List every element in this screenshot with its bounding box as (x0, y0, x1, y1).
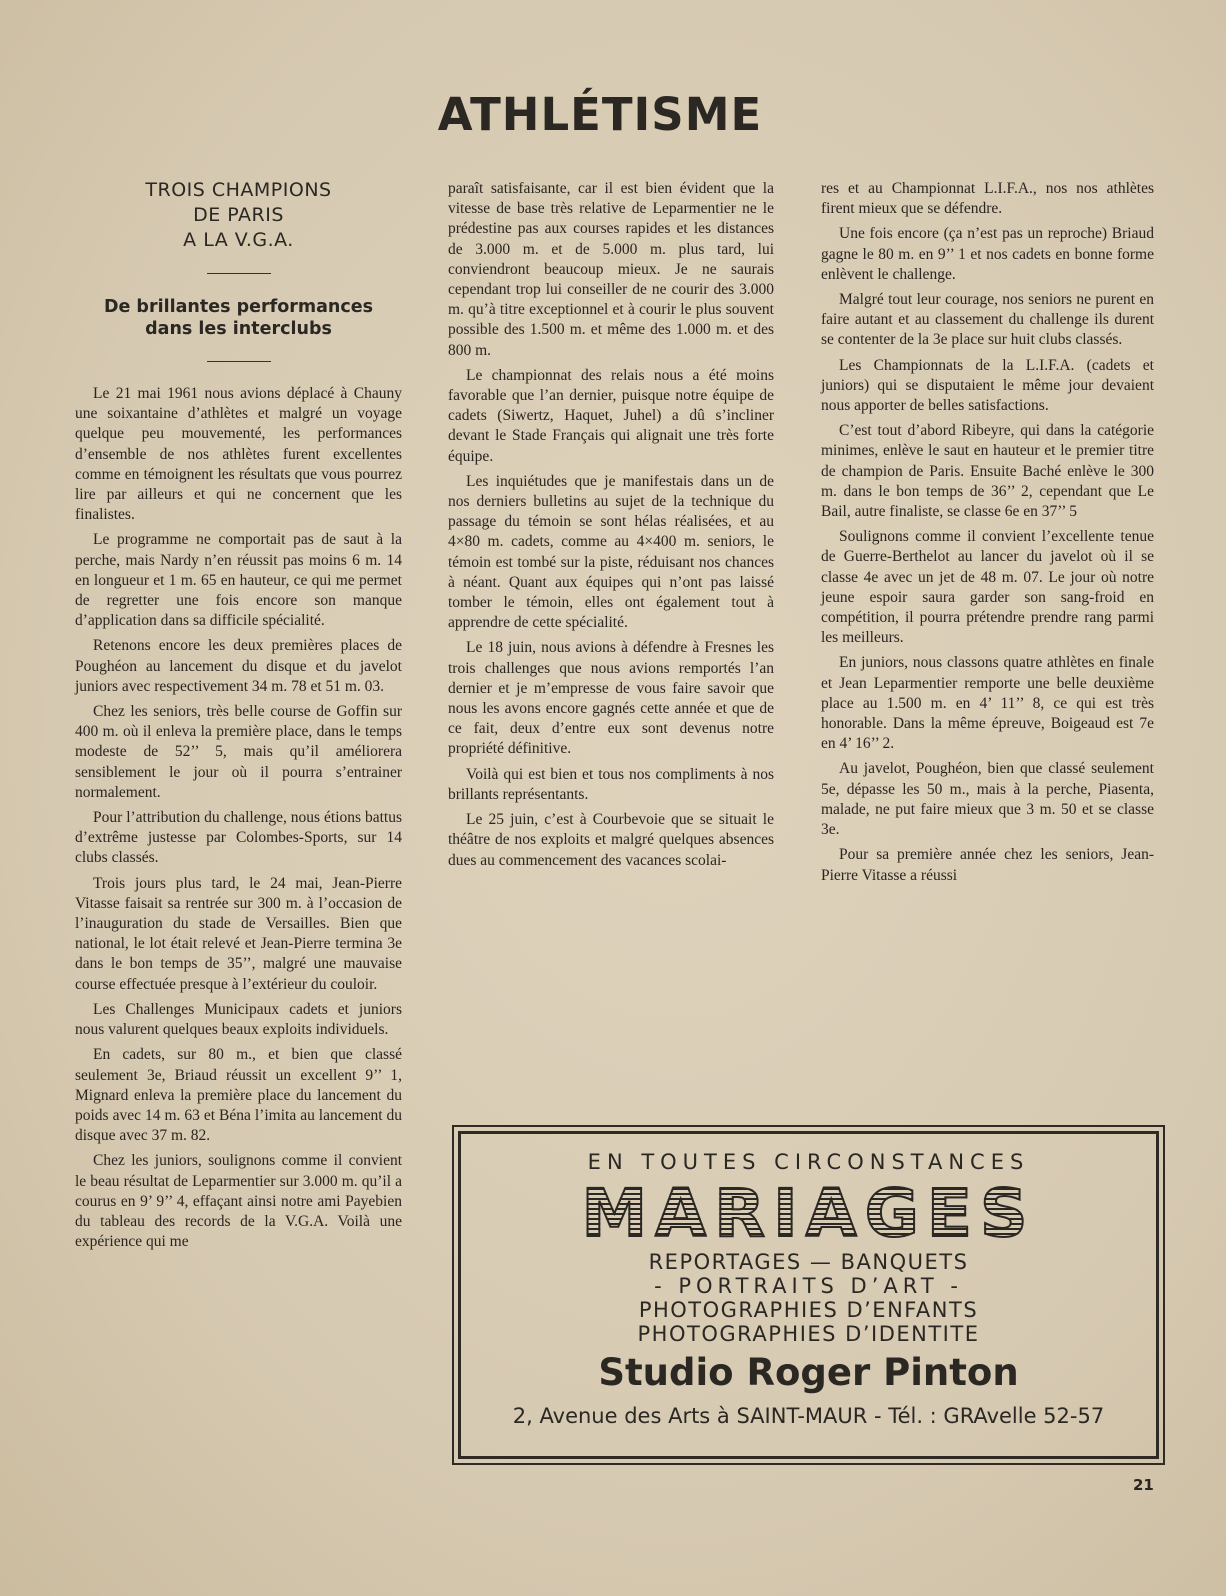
paragraph: Pour sa première année chez les seniors, Jean-Pierre Vitasse a réussi (821, 846, 1154, 884)
ad-studio-name: Studio Roger Pinton (598, 1351, 1019, 1394)
paragraph: Chez les juniors, soulignons comme il convient le beau résultat de Leparmentier sur 3.000 m. qu’il a courus en 9’ 9’’ 4, effaçant ainsi notre ami Payebien du tableau des records de la V.G.A. Voilà une expérience qui me (75, 1152, 402, 1251)
paragraph: En juniors, nous classons quatre athlètes en finale et Jean Leparmentier remporte une belle deuxième place au 1.500 m. en 4’ 11’’ 8, ce qui est très honorable. Dans la même épreuve, Boigeaud est 7e en 4’ 16’’ 2. (821, 654, 1154, 753)
paragraph: En cadets, sur 80 m., et bien que classé seulement 3e, Briaud réussit un excellent 9’’ 1, Mignard enleva la première place du lancement du poids avec 14 m. 63 et Béna l’imita au lancement du disque avec 37 m. 82. (75, 1046, 402, 1145)
paragraph: Le programme ne comportait pas de saut à la perche, mais Nardy n’en réussit pas moins 6 m. 14 en longueur et 1 m. 65 en hauteur, ce qui me permet de regretter une fois encore son manque d’application dans sa difficile spécialité. (75, 531, 402, 630)
ad-tagline: EN TOUTES CIRCONSTANCES (587, 1150, 1030, 1174)
ad-services-line: - PORTRAITS D’ART - (654, 1274, 963, 1298)
ad-services-line: PHOTOGRAPHIES D’IDENTITE (637, 1322, 980, 1346)
paragraph: Le 21 mai 1961 nous avions déplacé à Chauny une soixantaine d’athlètes et malgré un voyage quelque peu mouvementé, les performances d’ensemble de nos athlètes furent excellentes comme en témoignent les résultats que vous pourrez lire par ailleurs et qui ne concernent que les finalistes. (75, 385, 402, 524)
article-headline (75, 178, 402, 253)
headline-line: DE PARIS (193, 204, 284, 226)
headline-line: TROIS CHAMPIONS (145, 179, 332, 201)
paragraph: Trois jours plus tard, le 24 mai, Jean-Pierre Vitasse faisait sa rentrée sur 300 m. à l’occasion de l’inauguration du stade de Versailles. Bien que national, le lot était relevé et Jean-Pierre termina 3e dans le bon temps de 35’’, malgré une mauvaise course effectuée presque à l’extérieur du couloir. (75, 874, 402, 993)
paragraph: C’est tout d’abord Ribeyre, qui dans la catégorie minimes, enlève le saut en hauteur et le premier titre de champion de Paris. Ensuite Baché enlève le 300 m. dans le bon temps de 36’’ 2, cependant que Le Bail, autre finaliste, se classe 6e en 37’’ 5 (821, 422, 1154, 521)
ad-services-line: REPORTAGES — BANQUETS (648, 1250, 969, 1274)
page-number: 21 (1133, 1476, 1154, 1494)
paragraph: Soulignons comme il convient l’excellente tenue de Guerre-Berthelot au lancer du javelot où il se classe 4e avec un jet de 48 m. 07. Le jour où notre jeune espoir saura garder son sang-froid en compétition, il pourra prétendre prendre rang parmi les meilleurs. (821, 528, 1154, 647)
paragraph: Retenons encore les deux premières places de Poughéon au lancement du disque et du javelot juniors avec respectivement 34 m. 78 et 51 m. 03. (75, 637, 402, 695)
paragraph: Chez les seniors, très belle course de Goffin sur 400 m. où il enleva la première place, dans le temps modeste de 52’’ 5, mais qu’il améliorera sensiblement le jour où il pourra s’entrainer normalement. (75, 703, 402, 801)
paragraph: Le 18 juin, nous avions à défendre à Fresnes les trois challenges que nous avions remportés l’an dernier et je m’empresse de vous faire savoir que nous les avons encore gagnés cette année et que de ce fait, deux d’entre eux sont devenus notre propriété définitive. (448, 639, 774, 758)
ad-title: MARIAGES (461, 1178, 1156, 1250)
article-column-1 (75, 178, 402, 1257)
paragraph: Le championnat des relais nous a été moins favorable que l’an dernier, puisque notre équipe de cadets (Siwertz, Haquet, Juhel) a dû s’incliner devant le Stade Français qui alignait une très forte équipe. (448, 366, 774, 465)
article-column-2 (448, 179, 774, 876)
ad-address: 2, Avenue des Arts à SAINT-MAUR - Tél. : GRAvelle 52-57 (512, 1404, 1105, 1428)
divider (207, 361, 271, 362)
studio-advertisement (458, 1131, 1159, 1459)
page-title: ATHLÉTISME (437, 88, 763, 141)
ad-services-line: PHOTOGRAPHIES D’ENFANTS (638, 1298, 979, 1322)
paragraph: Les Championnats de la L.I.F.A. (cadets et juniors) qui se disputaient le même jour devaient nous apporter de belles satisfactions. (821, 356, 1154, 415)
paragraph: Au javelot, Poughéon, bien que classé seulement 5e, dépasse les 50 m., mais à la perche, Piasenta, malade, ne put faire mieux que 3 m. 50 et se classe 3e. (821, 760, 1154, 839)
paragraph: paraît satisfaisante, car il est bien évident que la vitesse de base très relative de Leparmentier ne le prédestine pas aux courses rapides et les distances de 3.000 m. et de 5.000 m. plus tard, lui conviendront beaucoup mieux. Je ne saurais cependant trop lui conseiller de ne courir des 3.000 m. qu’à titre exceptionnel et à courir le plus souvent possible des 1.500 m. et même des 1.000 m. et des 800 m. (448, 180, 774, 359)
paragraph: res et au Championnat L.I.F.A., nos nos athlètes firent mieux que se défendre. (821, 180, 1154, 218)
paragraph: Le 25 juin, c’est à Courbevoie que se situait le théâtre de nos exploits et malgré quelques absences dues au commencement des vacances scolai- (448, 811, 774, 869)
subheadline-line: dans les interclubs (145, 319, 332, 339)
paragraph: Voilà qui est bien et tous nos compliments à nos brillants représentants. (448, 765, 774, 803)
headline-line: A LA V.G.A. (183, 229, 294, 251)
divider (207, 273, 271, 274)
article-column-3 (821, 179, 1154, 891)
paragraph: Une fois encore (ça n’est pas un reproche) Briaud gagne le 80 m. en 9’’ 1 et nos cadets en bonne forme enlèvent le challenge. (821, 225, 1154, 283)
subheadline-line: De brillantes performances (103, 297, 374, 317)
paragraph: Pour l’attribution du challenge, nous étions battus d’extrême justesse par Colombes-Sports, sur 14 clubs classés. (75, 809, 402, 867)
paragraph: Les Challenges Municipaux cadets et juniors nous valurent quelques beaux exploits individuels. (75, 1000, 402, 1039)
article-subheadline (75, 296, 402, 340)
paragraph: Malgré tout leur courage, nos seniors ne purent en faire autant et au classement du challenge ils durent se contenter de la 3e place sur huit clubs classés. (821, 291, 1154, 349)
paragraph: Les inquiétudes que je manifestais dans un de nos derniers bulletins au sujet de la technique du passage du témoin se sont hélas réalisées, et au 4×80 m. cadets, comme au 4×400 m. seniors, le témoin est tombé sur la piste, réduisant nos chances à néant. Quant aux équipes qui n’ont pas laissé tomber le témoin, elles ont également tout à apprendre de cette spécialité. (448, 472, 774, 632)
